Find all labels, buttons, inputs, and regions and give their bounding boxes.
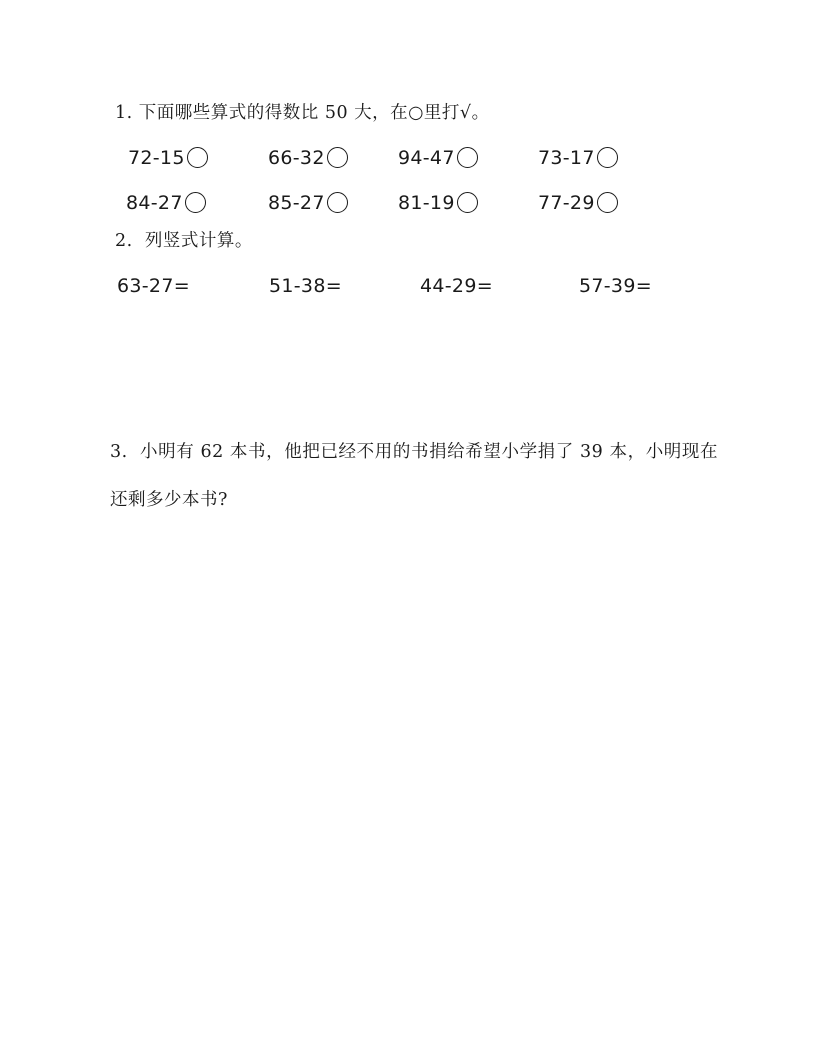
expression-item [398, 190, 478, 216]
answer-circle[interactable] [597, 192, 618, 213]
question-1-title: 1. 下面哪些算式的得数比 50 大，在○里打√。 [115, 103, 490, 123]
question-3-text: 3. 小明有 62 本书，他把已经不用的书捐给希望小学捐了 39 本，小明现在还剩多少本书? [110, 442, 718, 510]
expression-text: 85-27 [268, 192, 325, 214]
equation-item: 63-27= [117, 275, 190, 297]
answer-circle[interactable] [327, 192, 348, 213]
expression-item [538, 190, 618, 216]
expression-text: 72-15 [128, 147, 185, 169]
expression-text: 81-19 [398, 192, 455, 214]
question-2-title: 2. 列竖式计算。 [115, 231, 253, 251]
expression-item [538, 145, 618, 171]
question-2-equations-row [0, 273, 816, 303]
expression-text: 94-47 [398, 147, 455, 169]
expression-text: 73-17 [538, 147, 595, 169]
answer-circle[interactable] [457, 147, 478, 168]
equation-item: 57-39= [579, 275, 652, 297]
equation-item: 51-38= [269, 275, 342, 297]
answer-circle[interactable] [327, 147, 348, 168]
expression-item [128, 145, 208, 171]
expression-item [268, 190, 348, 216]
expression-item [126, 190, 206, 216]
expression-text: 66-32 [268, 147, 325, 169]
answer-circle[interactable] [457, 192, 478, 213]
question-1-row-2 [0, 190, 816, 220]
answer-circle[interactable] [185, 192, 206, 213]
expression-item [398, 145, 478, 171]
question-1-row-1 [0, 145, 816, 175]
expression-text: 84-27 [126, 192, 183, 214]
expression-text: 77-29 [538, 192, 595, 214]
equation-item: 44-29= [420, 275, 493, 297]
expression-item [268, 145, 348, 171]
answer-circle[interactable] [597, 147, 618, 168]
answer-circle[interactable] [187, 147, 208, 168]
